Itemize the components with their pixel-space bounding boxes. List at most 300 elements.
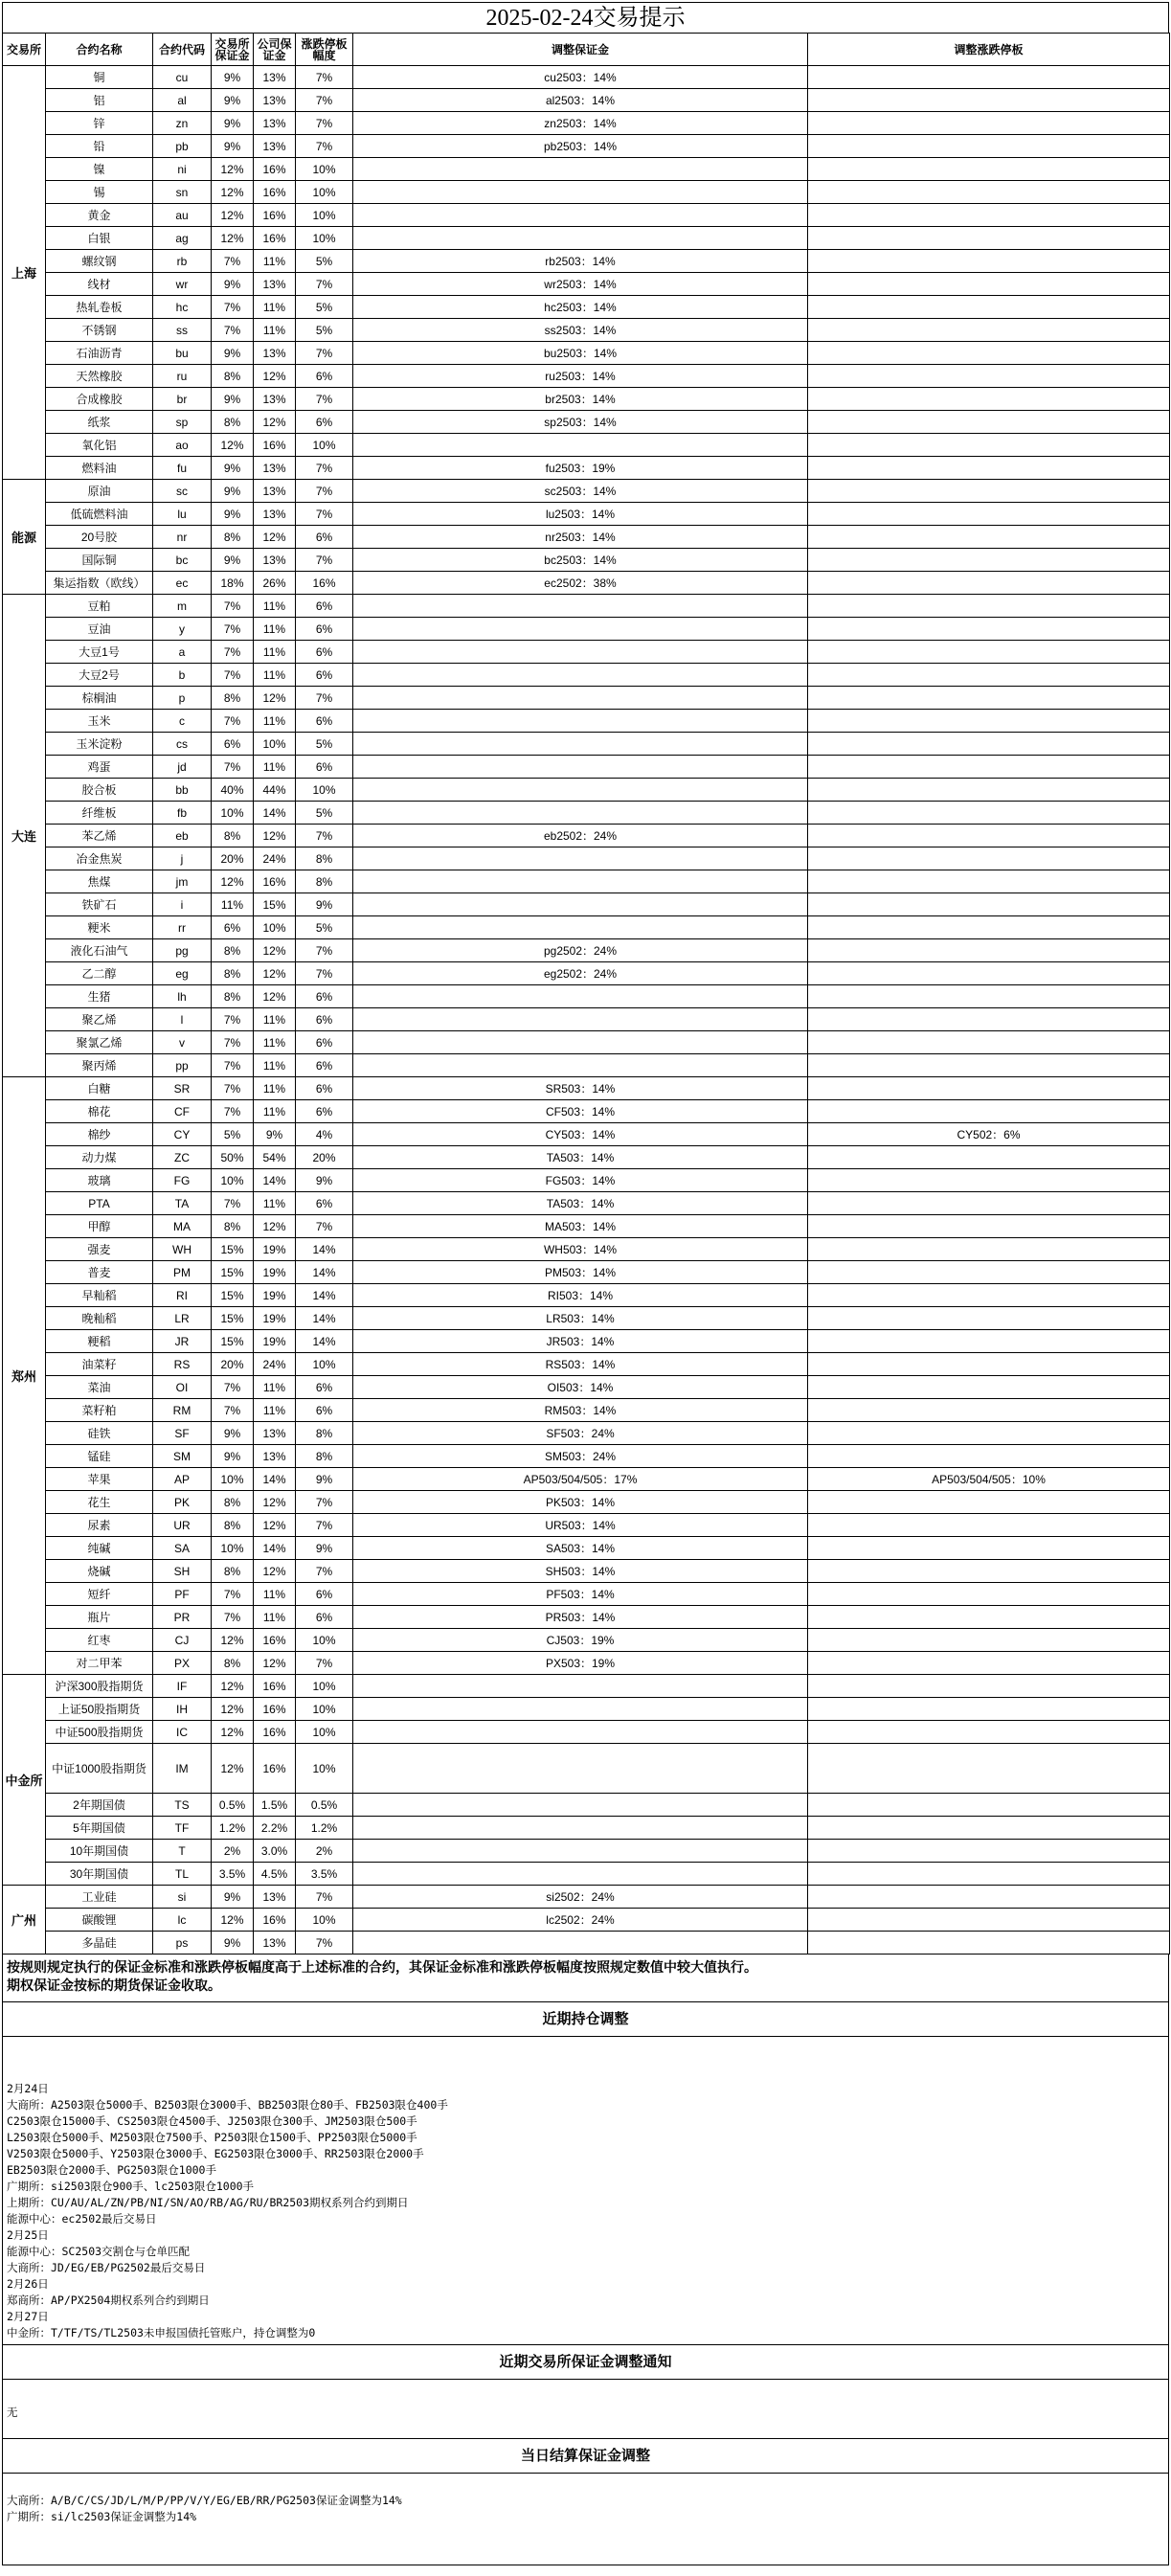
adjusted-limit-cell: [808, 1794, 1170, 1817]
contract-code-cell: MA: [153, 1215, 212, 1238]
table-row: [3, 1675, 1170, 1698]
exchange-margin-cell: 20%: [212, 847, 254, 870]
text-line: 大商所：A/B/C/CS/JD/L/M/P/PP/V/Y/EG/EB/RR/PG2503保证金调整为14%: [7, 2494, 402, 2507]
contract-code-cell: ag: [153, 227, 212, 250]
contract-code-cell: jm: [153, 870, 212, 893]
adjusted-limit-cell: [808, 89, 1170, 112]
exchange-margin-cell: 3.5%: [212, 1863, 254, 1886]
contract-name-cell: 苯乙烯: [46, 825, 153, 847]
table-row: [3, 1794, 1170, 1817]
exchange-margin-cell: 6%: [212, 733, 254, 756]
company-margin-cell: 14%: [254, 1537, 296, 1560]
text-line: C2503限仓15000手、CS2503限仓4500手、J2503限仓300手、JM2503限仓500手: [7, 2114, 417, 2128]
adjusted-margin-cell: CF503：14%: [353, 1100, 808, 1123]
adjusted-limit-cell: [808, 1261, 1170, 1284]
adjusted-limit-cell: [808, 1422, 1170, 1445]
table-row: [3, 1008, 1170, 1031]
contract-code-cell: wr: [153, 273, 212, 296]
contract-name-cell: 短纤: [46, 1583, 153, 1606]
adjusted-margin-cell: MA503：14%: [353, 1215, 808, 1238]
contract-code-cell: v: [153, 1031, 212, 1054]
company-margin-cell: 10%: [254, 733, 296, 756]
table-row: [3, 1606, 1170, 1629]
company-margin-cell: 19%: [254, 1307, 296, 1330]
contract-name-cell: 镍: [46, 158, 153, 181]
price-limit-cell: 10%: [296, 434, 353, 457]
adjusted-limit-cell: [808, 434, 1170, 457]
adjusted-margin-cell: JR503：14%: [353, 1330, 808, 1353]
company-margin-cell: 11%: [254, 1031, 296, 1054]
contract-code-cell: cu: [153, 66, 212, 89]
adjusted-limit-cell: [808, 916, 1170, 939]
contract-name-cell: 纸浆: [46, 411, 153, 434]
contract-name-cell: 线材: [46, 273, 153, 296]
adjusted-limit-cell: [808, 1886, 1170, 1909]
contract-code-cell: PX: [153, 1652, 212, 1675]
exchange-margin-cell: 9%: [212, 1886, 254, 1909]
adjusted-margin-cell: cu2503：14%: [353, 66, 808, 89]
table-row: [3, 733, 1170, 756]
contract-code-cell: SR: [153, 1077, 212, 1100]
adjusted-margin-cell: CJ503：19%: [353, 1629, 808, 1652]
exchange-margin-cell: 40%: [212, 779, 254, 802]
contract-name-cell: 胶合板: [46, 779, 153, 802]
table-row: [3, 1491, 1170, 1514]
adjusted-limit-cell: [808, 1376, 1170, 1399]
adjusted-margin-cell: [353, 710, 808, 733]
adjusted-limit-cell: [808, 1909, 1170, 1932]
contract-code-cell: jd: [153, 756, 212, 779]
contract-name-cell: 玉米淀粉: [46, 733, 153, 756]
notice-section-title: 近期交易所保证金调整通知: [2, 2345, 1169, 2380]
exchange-margin-cell: 7%: [212, 664, 254, 687]
price-limit-cell: 10%: [296, 158, 353, 181]
header-contract-code: 合约代码: [153, 34, 212, 66]
adjusted-limit-cell: [808, 1932, 1170, 1955]
adjusted-limit-cell: [808, 1307, 1170, 1330]
contract-code-cell: i: [153, 893, 212, 916]
adjusted-margin-cell: [353, 1794, 808, 1817]
table-body: [3, 66, 1170, 1955]
adjusted-margin-cell: pg2502：24%: [353, 939, 808, 962]
adjusted-limit-cell: [808, 1840, 1170, 1863]
adjusted-limit-cell: [808, 710, 1170, 733]
contract-name-cell: 中证500股指期货: [46, 1721, 153, 1744]
contract-name-cell: 国际铜: [46, 549, 153, 572]
table-row: [3, 388, 1170, 411]
contract-name-cell: 棉纱: [46, 1123, 153, 1146]
adjusted-margin-cell: [353, 1698, 808, 1721]
adjusted-limit-cell: [808, 1445, 1170, 1468]
exchange-margin-cell: 9%: [212, 342, 254, 365]
exchange-margin-cell: 7%: [212, 1606, 254, 1629]
table-row: [3, 1031, 1170, 1054]
price-limit-cell: 16%: [296, 572, 353, 595]
adjusted-margin-cell: lc2502：24%: [353, 1909, 808, 1932]
price-limit-cell: 6%: [296, 1583, 353, 1606]
adjusted-limit-cell: [808, 802, 1170, 825]
text-line: 2月26日: [7, 2277, 49, 2291]
exchange-margin-cell: 7%: [212, 756, 254, 779]
company-margin-cell: 11%: [254, 250, 296, 273]
text-line: 无: [7, 2406, 18, 2419]
contract-name-cell: 20号胶: [46, 526, 153, 549]
table-row: [3, 1583, 1170, 1606]
adjusted-limit-cell: [808, 1675, 1170, 1698]
exchange-margin-cell: 12%: [212, 1698, 254, 1721]
contract-name-cell: 鸡蛋: [46, 756, 153, 779]
adjusted-limit-cell: [808, 1721, 1170, 1744]
company-margin-cell: 11%: [254, 710, 296, 733]
table-row: [3, 1399, 1170, 1422]
table-row: [3, 1514, 1170, 1537]
adjusted-limit-cell: [808, 1284, 1170, 1307]
price-limit-cell: 7%: [296, 962, 353, 985]
exchange-margin-cell: 7%: [212, 319, 254, 342]
contract-name-cell: 强麦: [46, 1238, 153, 1261]
contract-name-cell: 上证50股指期货: [46, 1698, 153, 1721]
company-margin-cell: 11%: [254, 296, 296, 319]
exchange-margin-cell: 0.5%: [212, 1794, 254, 1817]
contract-code-cell: TL: [153, 1863, 212, 1886]
company-margin-cell: 13%: [254, 457, 296, 480]
contract-code-cell: ps: [153, 1932, 212, 1955]
table-row: [3, 250, 1170, 273]
company-margin-cell: 12%: [254, 825, 296, 847]
contract-name-cell: 中证1000股指期货: [46, 1744, 153, 1794]
adjusted-margin-cell: [353, 802, 808, 825]
exchange-margin-cell: 9%: [212, 273, 254, 296]
adjusted-margin-cell: RS503：14%: [353, 1353, 808, 1376]
contract-code-cell: c: [153, 710, 212, 733]
adjusted-limit-cell: [808, 1215, 1170, 1238]
adjusted-margin-cell: [353, 595, 808, 618]
price-limit-cell: 6%: [296, 411, 353, 434]
price-limit-cell: 6%: [296, 1192, 353, 1215]
contract-code-cell: l: [153, 1008, 212, 1031]
price-limit-cell: 5%: [296, 733, 353, 756]
adjusted-limit-cell: [808, 549, 1170, 572]
contract-code-cell: TS: [153, 1794, 212, 1817]
adjusted-limit-cell: [808, 1008, 1170, 1031]
price-limit-cell: 9%: [296, 893, 353, 916]
adjusted-limit-cell: [808, 618, 1170, 641]
exchange-margin-cell: 11%: [212, 893, 254, 916]
exchange-margin-cell: 2%: [212, 1840, 254, 1863]
table-row: [3, 1445, 1170, 1468]
contract-code-cell: ao: [153, 434, 212, 457]
contract-code-cell: CJ: [153, 1629, 212, 1652]
adjusted-limit-cell: [808, 870, 1170, 893]
contract-name-cell: 铜: [46, 66, 153, 89]
adjusted-margin-cell: TA503：14%: [353, 1192, 808, 1215]
contract-name-cell: 工业硅: [46, 1886, 153, 1909]
adjusted-margin-cell: [353, 1008, 808, 1031]
adjusted-margin-cell: nr2503：14%: [353, 526, 808, 549]
contract-name-cell: 烧碱: [46, 1560, 153, 1583]
contract-code-cell: pb: [153, 135, 212, 158]
adjusted-margin-cell: [353, 1031, 808, 1054]
exchange-margin-cell: 7%: [212, 1100, 254, 1123]
adjusted-limit-cell: [808, 250, 1170, 273]
table-row: [3, 1100, 1170, 1123]
contract-code-cell: JR: [153, 1330, 212, 1353]
price-limit-cell: 6%: [296, 1376, 353, 1399]
exchange-margin-cell: 7%: [212, 1192, 254, 1215]
price-limit-cell: 6%: [296, 1399, 353, 1422]
contract-name-cell: 菜油: [46, 1376, 153, 1399]
table-row: [3, 618, 1170, 641]
contract-name-cell: 热轧卷板: [46, 296, 153, 319]
exchange-margin-cell: 7%: [212, 1077, 254, 1100]
contract-name-cell: 聚氯乙烯: [46, 1031, 153, 1054]
price-limit-cell: 10%: [296, 779, 353, 802]
company-margin-cell: 13%: [254, 135, 296, 158]
company-margin-cell: 12%: [254, 365, 296, 388]
adjusted-margin-cell: SH503：14%: [353, 1560, 808, 1583]
adjusted-margin-cell: [353, 1863, 808, 1886]
table-row: [3, 526, 1170, 549]
contract-name-cell: 晚籼稻: [46, 1307, 153, 1330]
position-section-title: 近期持仓调整: [2, 2002, 1169, 2037]
contract-code-cell: m: [153, 595, 212, 618]
table-row: [3, 1744, 1170, 1794]
company-margin-cell: 13%: [254, 112, 296, 135]
company-margin-cell: 13%: [254, 549, 296, 572]
adjusted-limit-cell: CY502：6%: [808, 1123, 1170, 1146]
table-row: [3, 1123, 1170, 1146]
adjusted-margin-cell: [353, 1744, 808, 1794]
contract-name-cell: 粳稻: [46, 1330, 153, 1353]
contract-code-cell: ZC: [153, 1146, 212, 1169]
company-margin-cell: 11%: [254, 1192, 296, 1215]
exchange-margin-cell: 8%: [212, 1215, 254, 1238]
contract-name-cell: 菜籽粕: [46, 1399, 153, 1422]
company-margin-cell: 54%: [254, 1146, 296, 1169]
table-row: [3, 1721, 1170, 1744]
adjusted-margin-cell: [353, 870, 808, 893]
adjusted-limit-cell: [808, 1146, 1170, 1169]
adjusted-limit-cell: [808, 1169, 1170, 1192]
price-limit-cell: 8%: [296, 847, 353, 870]
exchange-margin-cell: 6%: [212, 916, 254, 939]
header-exchange: 交易所: [3, 34, 46, 66]
exchange-margin-cell: 8%: [212, 687, 254, 710]
adjusted-margin-cell: fu2503：19%: [353, 457, 808, 480]
adjusted-limit-cell: [808, 985, 1170, 1008]
price-limit-cell: 7%: [296, 66, 353, 89]
company-margin-cell: 11%: [254, 1399, 296, 1422]
contract-code-cell: TF: [153, 1817, 212, 1840]
price-limit-cell: 6%: [296, 526, 353, 549]
contract-name-cell: 纯碱: [46, 1537, 153, 1560]
contract-name-cell: 苹果: [46, 1468, 153, 1491]
table-row: [3, 1840, 1170, 1863]
header-adjusted-margin: 调整保证金: [353, 34, 808, 66]
page-title: 2025-02-24交易提示: [2, 2, 1169, 33]
adjusted-limit-cell: [808, 1238, 1170, 1261]
text-line: EB2503限仓2000手、PG2503限仓1000手: [7, 2163, 216, 2177]
contract-code-cell: sp: [153, 411, 212, 434]
contract-code-cell: bc: [153, 549, 212, 572]
adjusted-margin-cell: SM503：24%: [353, 1445, 808, 1468]
adjusted-margin-cell: CY503：14%: [353, 1123, 808, 1146]
price-limit-cell: 7%: [296, 135, 353, 158]
adjusted-limit-cell: [808, 1698, 1170, 1721]
company-margin-cell: 12%: [254, 526, 296, 549]
price-limit-cell: 6%: [296, 1100, 353, 1123]
contract-name-cell: 液化石油气: [46, 939, 153, 962]
adjusted-limit-cell: [808, 112, 1170, 135]
table-row: [3, 1652, 1170, 1675]
contract-name-cell: 大豆2号: [46, 664, 153, 687]
notice-section-body: [2, 2380, 1169, 2439]
exchange-margin-cell: 15%: [212, 1238, 254, 1261]
contract-name-cell: 不锈钢: [46, 319, 153, 342]
table-row: [3, 457, 1170, 480]
adjusted-margin-cell: [353, 181, 808, 204]
adjusted-margin-cell: WH503：14%: [353, 1238, 808, 1261]
contract-code-cell: j: [153, 847, 212, 870]
company-margin-cell: 12%: [254, 411, 296, 434]
price-limit-cell: 10%: [296, 1629, 353, 1652]
price-limit-cell: 8%: [296, 1445, 353, 1468]
adjusted-limit-cell: [808, 733, 1170, 756]
company-margin-cell: 11%: [254, 1100, 296, 1123]
contract-name-cell: 低硫燃料油: [46, 503, 153, 526]
contract-name-cell: 豆油: [46, 618, 153, 641]
company-margin-cell: 12%: [254, 939, 296, 962]
adjusted-limit-cell: [808, 227, 1170, 250]
adjusted-margin-cell: sc2503：14%: [353, 480, 808, 503]
table-row: [3, 1817, 1170, 1840]
table-row: [3, 1169, 1170, 1192]
adjusted-margin-cell: LR503：14%: [353, 1307, 808, 1330]
adjusted-limit-cell: [808, 365, 1170, 388]
price-limit-cell: 14%: [296, 1307, 353, 1330]
price-limit-cell: 7%: [296, 1491, 353, 1514]
table-row: [3, 273, 1170, 296]
adjusted-margin-cell: PF503：14%: [353, 1583, 808, 1606]
exchange-margin-cell: 18%: [212, 572, 254, 595]
exchange-margin-cell: 8%: [212, 1652, 254, 1675]
exchange-cell: 能源: [3, 480, 46, 595]
exchange-margin-cell: 10%: [212, 1169, 254, 1192]
contract-code-cell: RI: [153, 1284, 212, 1307]
company-margin-cell: 11%: [254, 1008, 296, 1031]
exchange-margin-cell: 15%: [212, 1284, 254, 1307]
adjusted-margin-cell: pb2503：14%: [353, 135, 808, 158]
contract-name-cell: 30年期国债: [46, 1863, 153, 1886]
price-limit-cell: 7%: [296, 687, 353, 710]
company-margin-cell: 11%: [254, 1376, 296, 1399]
price-limit-cell: 20%: [296, 1146, 353, 1169]
adjusted-margin-cell: zn2503：14%: [353, 112, 808, 135]
price-limit-cell: 10%: [296, 1353, 353, 1376]
company-margin-cell: 11%: [254, 756, 296, 779]
adjusted-margin-cell: [353, 916, 808, 939]
contract-name-cell: 黄金: [46, 204, 153, 227]
adjusted-limit-cell: [808, 526, 1170, 549]
text-line: 大商所：A2503限仓5000手、B2503限仓3000手、BB2503限仓80手、FB2503限仓400手: [7, 2098, 448, 2112]
text-line: L2503限仓5000手、M2503限仓7500手、P2503限仓1500手、PP2503限仓5000手: [7, 2131, 417, 2144]
table-row: [3, 365, 1170, 388]
company-margin-cell: 26%: [254, 572, 296, 595]
contract-code-cell: cs: [153, 733, 212, 756]
contract-code-cell: eb: [153, 825, 212, 847]
contract-name-cell: 铁矿石: [46, 893, 153, 916]
adjusted-limit-cell: [808, 158, 1170, 181]
text-line: V2503限仓5000手、Y2503限仓3000手、EG2503限仓3000手、RR2503限仓2000手: [7, 2147, 424, 2160]
adjusted-limit-cell: [808, 641, 1170, 664]
adjusted-limit-cell: [808, 1491, 1170, 1514]
price-limit-cell: 6%: [296, 1606, 353, 1629]
settle-section-title: 当日结算保证金调整: [2, 2439, 1169, 2474]
exchange-cell: 广州: [3, 1886, 46, 1955]
contract-code-cell: SH: [153, 1560, 212, 1583]
exchange-margin-cell: 12%: [212, 1721, 254, 1744]
price-limit-cell: 7%: [296, 480, 353, 503]
contract-name-cell: 白糖: [46, 1077, 153, 1100]
company-margin-cell: 11%: [254, 595, 296, 618]
exchange-margin-cell: 1.2%: [212, 1817, 254, 1840]
table-row: [3, 962, 1170, 985]
contract-name-cell: 5年期国债: [46, 1817, 153, 1840]
exchange-margin-cell: 7%: [212, 641, 254, 664]
contract-code-cell: lh: [153, 985, 212, 1008]
adjusted-limit-cell: [808, 893, 1170, 916]
exchange-margin-cell: 9%: [212, 457, 254, 480]
price-limit-cell: 6%: [296, 1054, 353, 1077]
table-row: [3, 1537, 1170, 1560]
company-margin-cell: 13%: [254, 1445, 296, 1468]
company-margin-cell: 16%: [254, 181, 296, 204]
table-row: [3, 870, 1170, 893]
contract-code-cell: ec: [153, 572, 212, 595]
company-margin-cell: 16%: [254, 227, 296, 250]
contract-name-cell: 早籼稻: [46, 1284, 153, 1307]
adjusted-limit-cell: AP503/504/505：10%: [808, 1468, 1170, 1491]
text-line: 郑商所：AP/PX2504期权系列合约到期日: [7, 2294, 210, 2307]
exchange-margin-cell: 15%: [212, 1330, 254, 1353]
adjusted-limit-cell: [808, 1652, 1170, 1675]
contract-name-cell: 聚乙烯: [46, 1008, 153, 1031]
contract-code-cell: IM: [153, 1744, 212, 1794]
exchange-margin-cell: 9%: [212, 480, 254, 503]
company-margin-cell: 16%: [254, 1698, 296, 1721]
contract-name-cell: 聚丙烯: [46, 1054, 153, 1077]
price-limit-cell: 6%: [296, 1031, 353, 1054]
contract-name-cell: 乙二醇: [46, 962, 153, 985]
contract-name-cell: 尿素: [46, 1514, 153, 1537]
contract-name-cell: 铝: [46, 89, 153, 112]
exchange-margin-cell: 8%: [212, 1491, 254, 1514]
contract-name-cell: 锰硅: [46, 1445, 153, 1468]
contract-name-cell: 燃料油: [46, 457, 153, 480]
exchange-margin-cell: 10%: [212, 1468, 254, 1491]
contract-code-cell: bu: [153, 342, 212, 365]
contract-code-cell: IF: [153, 1675, 212, 1698]
company-margin-cell: 16%: [254, 1675, 296, 1698]
exchange-margin-cell: 9%: [212, 1445, 254, 1468]
exchange-margin-cell: 12%: [212, 181, 254, 204]
company-margin-cell: 19%: [254, 1238, 296, 1261]
text-line: 2月24日: [7, 2082, 49, 2095]
contract-code-cell: WH: [153, 1238, 212, 1261]
table-row: [3, 641, 1170, 664]
price-limit-cell: 5%: [296, 296, 353, 319]
contract-name-cell: 合成橡胶: [46, 388, 153, 411]
